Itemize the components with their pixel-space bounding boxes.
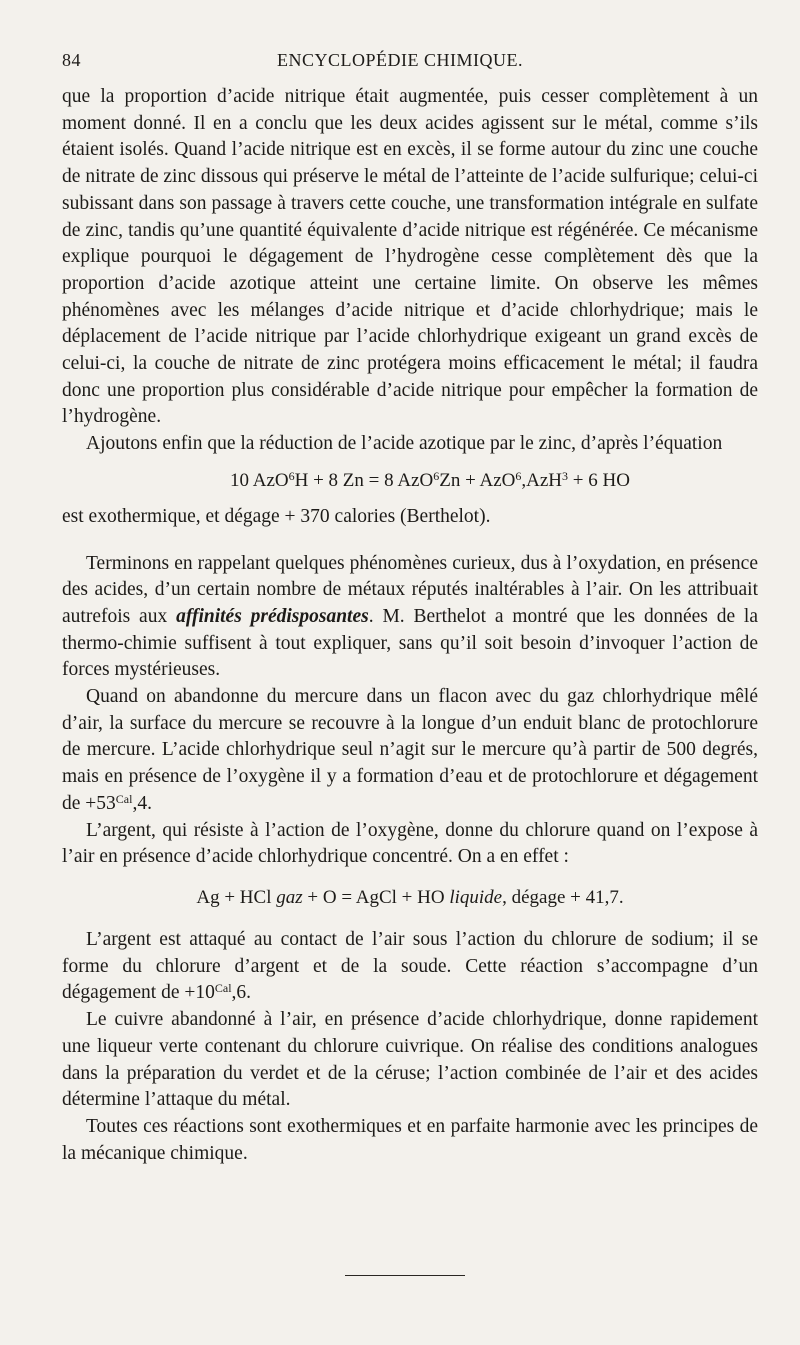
page-header <box>62 50 738 74</box>
equation-term: Ag + HCl <box>196 886 277 908</box>
paragraph-silver-sodium-chloride <box>62 927 758 1007</box>
text-run: Terminons en rappelant quelques phénomènes curieux, dus à l’oxydation, en présence des acides, d’un certain nombre de métaux réputés inaltérables à l’air. On les attribuait autrefois aux <box>62 552 758 627</box>
equation-term: Zn + AzO <box>439 469 516 491</box>
paragraph-conclusion: Toutes ces réactions sont exothermiques et en parfaite harmonie avec les principes de la mécanique chimique. <box>62 1115 758 1164</box>
equation-term: , dégage + 41,7. <box>502 886 624 908</box>
paragraph-reduction-equation-intro: Ajoutons enfin que la réduction de l’acide azotique par le zinc, d’après l’équation <box>86 433 723 455</box>
equation-superscript: 6 <box>433 468 440 483</box>
paragraph-silver: L’argent, qui résiste à l’action de l’oxygène, donne du chlorure quand on l’expose à l’air en présence d’acide chlorhydrique concentré. On a en effet : <box>62 819 758 868</box>
text-run: ,4. <box>132 792 152 814</box>
equation-superscript: 6 <box>515 468 522 483</box>
equation-term: + 6 HO <box>568 469 630 491</box>
equation-azotic-acid-zinc <box>62 466 758 496</box>
page-number: 84 <box>62 50 81 70</box>
body-text <box>62 84 758 1167</box>
equation-term: H + 8 Zn = 8 AzO <box>294 469 434 491</box>
paragraph-copper: Le cuivre abandonné à l’air, en présence d’acide chlorhydrique, donne rapidement une liqueur verte contenant du chlorure cuivrique. On réalise des conditions analogues dans la préparation du verdet et de la céruse; l’action combinée de l’air et des acides détermine l’attaque du métal. <box>62 1009 758 1111</box>
equation-state-label: gaz <box>276 886 303 908</box>
text-run: ,6. <box>231 982 252 1004</box>
equation-state-label: liquide <box>449 886 503 908</box>
equation-silver-chloride <box>62 883 758 913</box>
equation-term: + O = AgCl + HO <box>302 886 450 908</box>
running-title: ENCYCLOPÉDIE CHIMIQUE. <box>277 50 523 70</box>
equation-superscript: 6 <box>288 468 295 483</box>
paragraph-curious-phenomena <box>62 551 758 685</box>
text-run: L’argent est attaqué au contact de l’air sous l’action du chlorure de sodium; il se forme du chlorure d’argent et de la soude. Cette réaction s’accompagne d’un dégagement de +10 <box>62 928 758 1004</box>
equation-term: 10 AzO <box>230 469 289 491</box>
equation-term: ,AzH <box>521 469 563 491</box>
section-end-rule <box>345 1275 465 1276</box>
unit-superscript: Cal <box>115 791 133 806</box>
paragraph-continuation: que la proportion d’acide nitrique était augmentée, puis cesser complètement à un moment donné. Il en a conclu que les deux acides agissent sur le métal, comme s’ils étaient isolés. Quand l’acide nitrique est en excès, il se forme autour du zinc une couche de nitrate de zinc dissous qui préserve le métal de l’atteinte de l’acide sulfurique; celui-ci subissant dans son passage à travers cette couche, une transformation intégrale en sulfate de zinc, tandis qu’une quantité équivalente d’acide nitrique est régénérée. Ce mécanisme explique pourquoi le dégagement de l’hydrogène cesse complètement dès que la proportion d’acide azotique atteint une certaine limite. On observe les mêmes phénomènes avec les mélanges d’acide nitrique et d’acide chlorhydrique; mais le déplacement de l’acide nitrique par l’acide chlorhydrique exigeant un grand excès de celui-ci, la couche de nitrate de zinc protégera moins efficacement le métal; il faudra donc une proportion plus considérable d’acide nitrique pour empêcher la formation de l’hydrogène. <box>62 86 758 428</box>
equation-superscript: 3 <box>562 468 569 483</box>
text-run: Quand on abandonne du mercure dans un flacon avec du gaz chlorhydrique mêlé d’air, la surface du mercure se recouvre à la longue d’un enduit blanc de protochlorure de mercure. L’acide chlorhydrique seul n’agit sur le mercure qu’à partir de 500 degrés, mais en présence de l’oxygène il y a formation d’eau et de protochlorure et dégagement de +53 <box>62 686 758 814</box>
paragraph-exothermic-result: est exothermique, et dégage + 370 calories (Berthelot). <box>62 505 491 527</box>
unit-superscript: Cal <box>214 981 232 996</box>
emphasis-text: affinités prédisposantes <box>176 605 369 627</box>
paragraph-mercury <box>62 684 758 818</box>
text-run: . M. Berthelot a montré que les données de la thermo-chimie suffisent à tout expliquer, sans qu’il soit besoin d’invoquer l’action de forces mystérieuses. <box>62 605 759 681</box>
